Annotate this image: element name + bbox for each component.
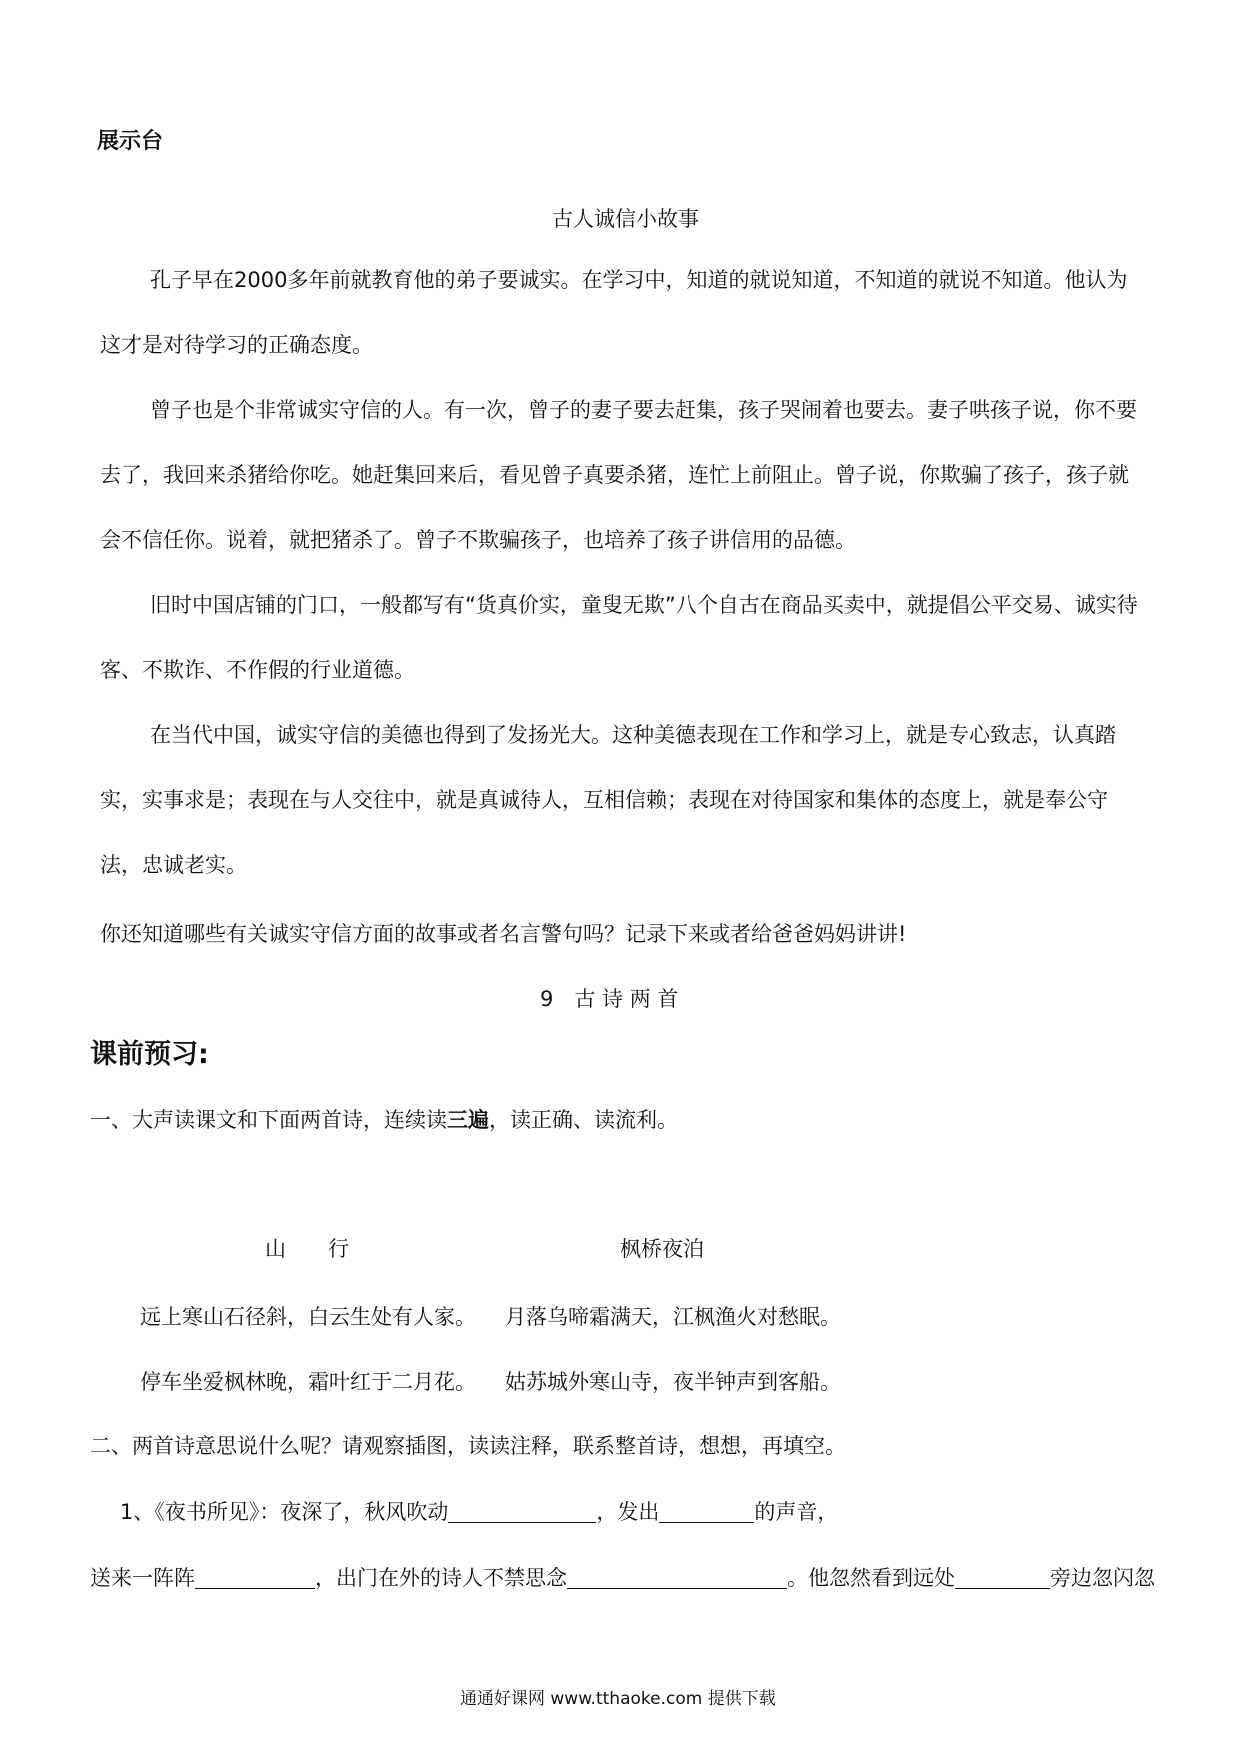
showcase-heading: 展示台 xyxy=(97,129,164,154)
fill-blank[interactable] xyxy=(448,1500,596,1523)
fill-text: 1、《夜书所见》：夜深了，秋风吹动 xyxy=(120,1500,449,1524)
story-paragraph: 孔子早在2000多年前就教育他的弟子要诚实。在学习中，知道的就说知道，不知道的就说不知道。他认为这才是对待学习的正确态度。 xyxy=(100,268,1128,357)
fill-text: 。他忽然看到远处 xyxy=(787,1566,955,1590)
poem2-line2: 姑苏城外寒山寺，夜半钟声到客船。 xyxy=(505,1370,841,1394)
section-heading: 课前预习: xyxy=(90,1039,209,1070)
poem2-line1: 月落乌啼霜满天，江枫渔火对愁眠。 xyxy=(505,1305,841,1329)
page-footer: 通通好课网 www.tthaoke.com 提供下载 xyxy=(460,1689,776,1709)
fill-blank[interactable] xyxy=(659,1500,754,1523)
fill-blank[interactable] xyxy=(955,1566,1050,1589)
story-body xyxy=(100,248,1145,898)
task-one-prefix: 一、大声读课文和下面两首诗，连续读 xyxy=(90,1108,447,1132)
lesson-title: 9 古 诗 两 首 xyxy=(540,987,679,1011)
fill-blank[interactable] xyxy=(195,1566,315,1589)
poem1-line2: 停车坐爱枫林晚，霜叶红于二月花。 xyxy=(140,1370,476,1394)
story-title: 古人诚信小故事 xyxy=(552,207,699,231)
story-paragraph: 曾子也是个非常诚实守信的人。有一次，曾子的妻子要去赶集，孩子哭闹着也要去。妻子哄孩子说，你不要去了，我回来杀猪给你吃。她赶集回来后，看见曾子真要杀猪，连忙上前阻止。曾子说，你欺骗了孩子，孩子就会不信任你。说着，就把猪杀了。曾子不欺骗孩子，也培养了孩子讲信用的品德。 xyxy=(100,398,1137,552)
task-one-suffix: ，读正确、读流利。 xyxy=(489,1108,678,1132)
fill-line-1 xyxy=(120,1496,838,1526)
fill-text: 旁边忽闪忽 xyxy=(1050,1566,1155,1590)
story-paragraph: 旧时中国店铺的门口，一般都写有“货真价实，童叟无欺”八个自古在商品买卖中，就提倡公平交易、诚实待客、不欺诈、不作假的行业道德。 xyxy=(100,593,1138,682)
story-paragraph: 在当代中国，诚实守信的美德也得到了发扬光大。这种美德表现在工作和学习上，就是专心致志，认真踏实，实事求是；表现在与人交往中，就是真诚待人，互相信赖；表现在对待国家和集体的态度上，就是奉公守法，忠诚老实。 xyxy=(100,723,1116,877)
fill-blank[interactable] xyxy=(567,1566,787,1589)
fill-text: 的声音， xyxy=(754,1500,839,1524)
fill-text: ，出门在外的诗人不禁思念 xyxy=(315,1566,567,1590)
fill-line-2 xyxy=(90,1562,1155,1592)
poem1-line1: 远上寒山石径斜，白云生处有人家。 xyxy=(140,1305,476,1329)
task-one-emphasis: 三遍 xyxy=(447,1108,489,1132)
poem-title-fengqiao: 枫桥夜泊 xyxy=(620,1237,704,1261)
task-two: 二、两首诗意思说什么呢？请观察插图，读读注释，联系整首诗，想想，再填空。 xyxy=(90,1434,846,1458)
fill-text: 送来一阵阵 xyxy=(90,1566,195,1590)
showcase-question: 你还知道哪些有关诚实守信方面的故事或者名言警句吗？记录下来或者给爸爸妈妈讲讲! xyxy=(100,922,907,946)
fill-text: ，发出 xyxy=(596,1500,660,1524)
task-one xyxy=(90,1104,678,1134)
poem-title-shanxing: 山 行 xyxy=(265,1237,349,1261)
